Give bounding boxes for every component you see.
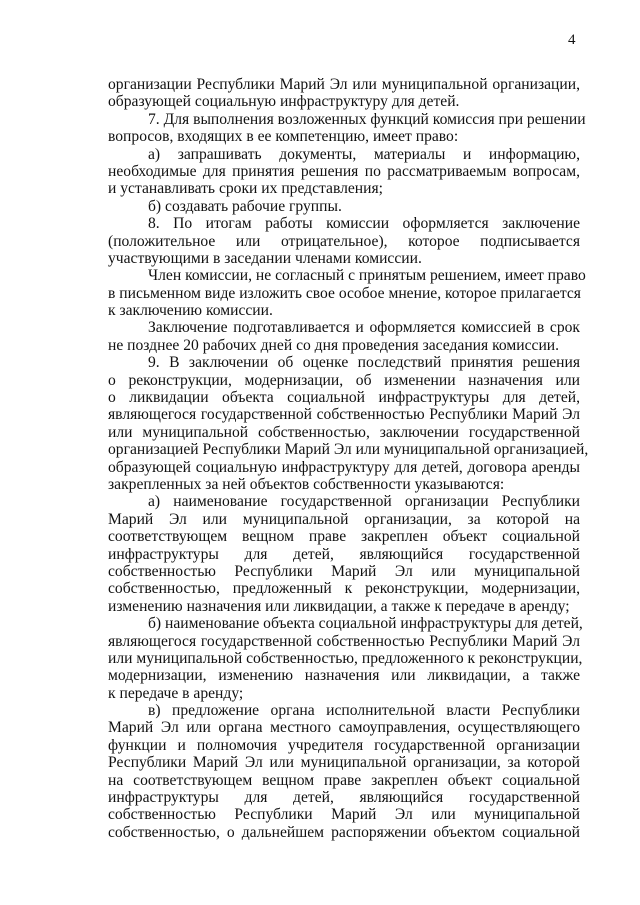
text-line: или муниципальной собственностью, заключении государственной	[108, 423, 580, 441]
text-line: организации Республики Марий Эл или муниципальной организации,	[108, 76, 580, 93]
text-line: а) запрашивать документы, материалы и информацию,	[148, 145, 580, 163]
text-line: к заключению комиссии.	[108, 302, 273, 320]
document-body	[108, 76, 589, 841]
text-line: модернизации, изменению назначения или ликвидации, а также	[108, 667, 580, 685]
text-line: собственностью Республики Марий Эл или муниципальной	[108, 562, 580, 580]
text-line: Член комиссии, не согласный с принятым решением, имеет право	[148, 267, 586, 285]
text-line: инфраструктуры для детей, являющийся государственной	[108, 789, 580, 807]
text-line: инфраструктуры для детей, являющийся государственной	[108, 545, 580, 563]
text-line: закрепленных за ней объектов собственности указываются:	[108, 475, 505, 493]
text-line: Заключение подготавливается и оформляется комиссией в срок	[148, 319, 580, 337]
text-line: к передаче в аренду;	[108, 684, 244, 702]
text-line: 9. В заключении об оценке последствий принятия решения	[148, 354, 580, 372]
text-line: или муниципальной собственностью, предложенного к реконструкции,	[108, 649, 583, 667]
text-line: а) наименование государственной организации Республики	[148, 493, 580, 511]
text-line: не позднее 20 рабочих дней со дня проведения заседания комиссии.	[108, 336, 560, 354]
text-line: вопросов, входящих в ее компетенцию, имеет право:	[108, 128, 459, 146]
text-line: являющегося государственной собственностью Республики Марий Эл	[108, 406, 580, 424]
text-line: функции и полномочия учредителя государственной организации	[108, 736, 580, 754]
text-line: Марий Эл или органа местного самоуправления, осуществляющего	[108, 719, 580, 737]
text-line: необходимые для принятия решения по рассматриваемым вопросам,	[108, 162, 580, 180]
page-number: 4	[568, 32, 576, 48]
text-line: участвующими в заседании членами комиссии.	[108, 249, 422, 267]
text-line: собственностью, о дальнейшем распоряжении объектом социальной	[108, 823, 580, 841]
text-line: собственностью, предложенный к реконструкции, модернизации,	[108, 580, 580, 598]
text-line: в письменном виде изложить свое особое мнение, которое прилагается	[108, 284, 581, 302]
text-line: изменению назначения или ликвидации, а также к передаче в аренду;	[108, 597, 570, 615]
text-line: на соответствующем вещном праве закреплен объект социальной	[108, 771, 580, 789]
text-line: организацией Республики Марий Эл или муниципальной организацией,	[108, 441, 589, 459]
text-line: о реконструкции, модернизации, об изменении назначения или	[108, 371, 580, 389]
text-line: соответствующем вещном праве закреплен объект социальной	[108, 528, 580, 546]
text-line: собственностью Республики Марий Эл или муниципальной	[108, 806, 580, 824]
text-line: в) предложение органа исполнительной власти Республики	[148, 702, 580, 720]
text-line: 8. По итогам работы комиссии оформляется заключение	[148, 215, 580, 233]
text-line: б) создавать рабочие группы.	[148, 197, 342, 215]
text-line: 7. Для выполнения возложенных функций комиссия при решении	[148, 110, 586, 128]
text-line: Республики Марий Эл или муниципальной организации, за которой	[108, 754, 580, 772]
text-line: и устанавливать сроки их представления;	[108, 180, 384, 198]
text-line: образующей социальную инфраструктуру для детей.	[108, 93, 460, 111]
text-line: (положительное или отрицательное), которое подписывается	[108, 232, 580, 250]
text-line: о ликвидации объекта социальной инфраструктуры для детей,	[108, 389, 580, 407]
text-line: Марий Эл или муниципальной организации, за которой на	[108, 510, 580, 528]
text-line: являющегося государственной собственностью Республики Марий Эл	[108, 632, 580, 650]
text-line: образующей социальную инфраструктуру для детей, договора аренды	[108, 458, 580, 476]
text-line: б) наименование объекта социальной инфраструктуры для детей,	[148, 615, 583, 633]
